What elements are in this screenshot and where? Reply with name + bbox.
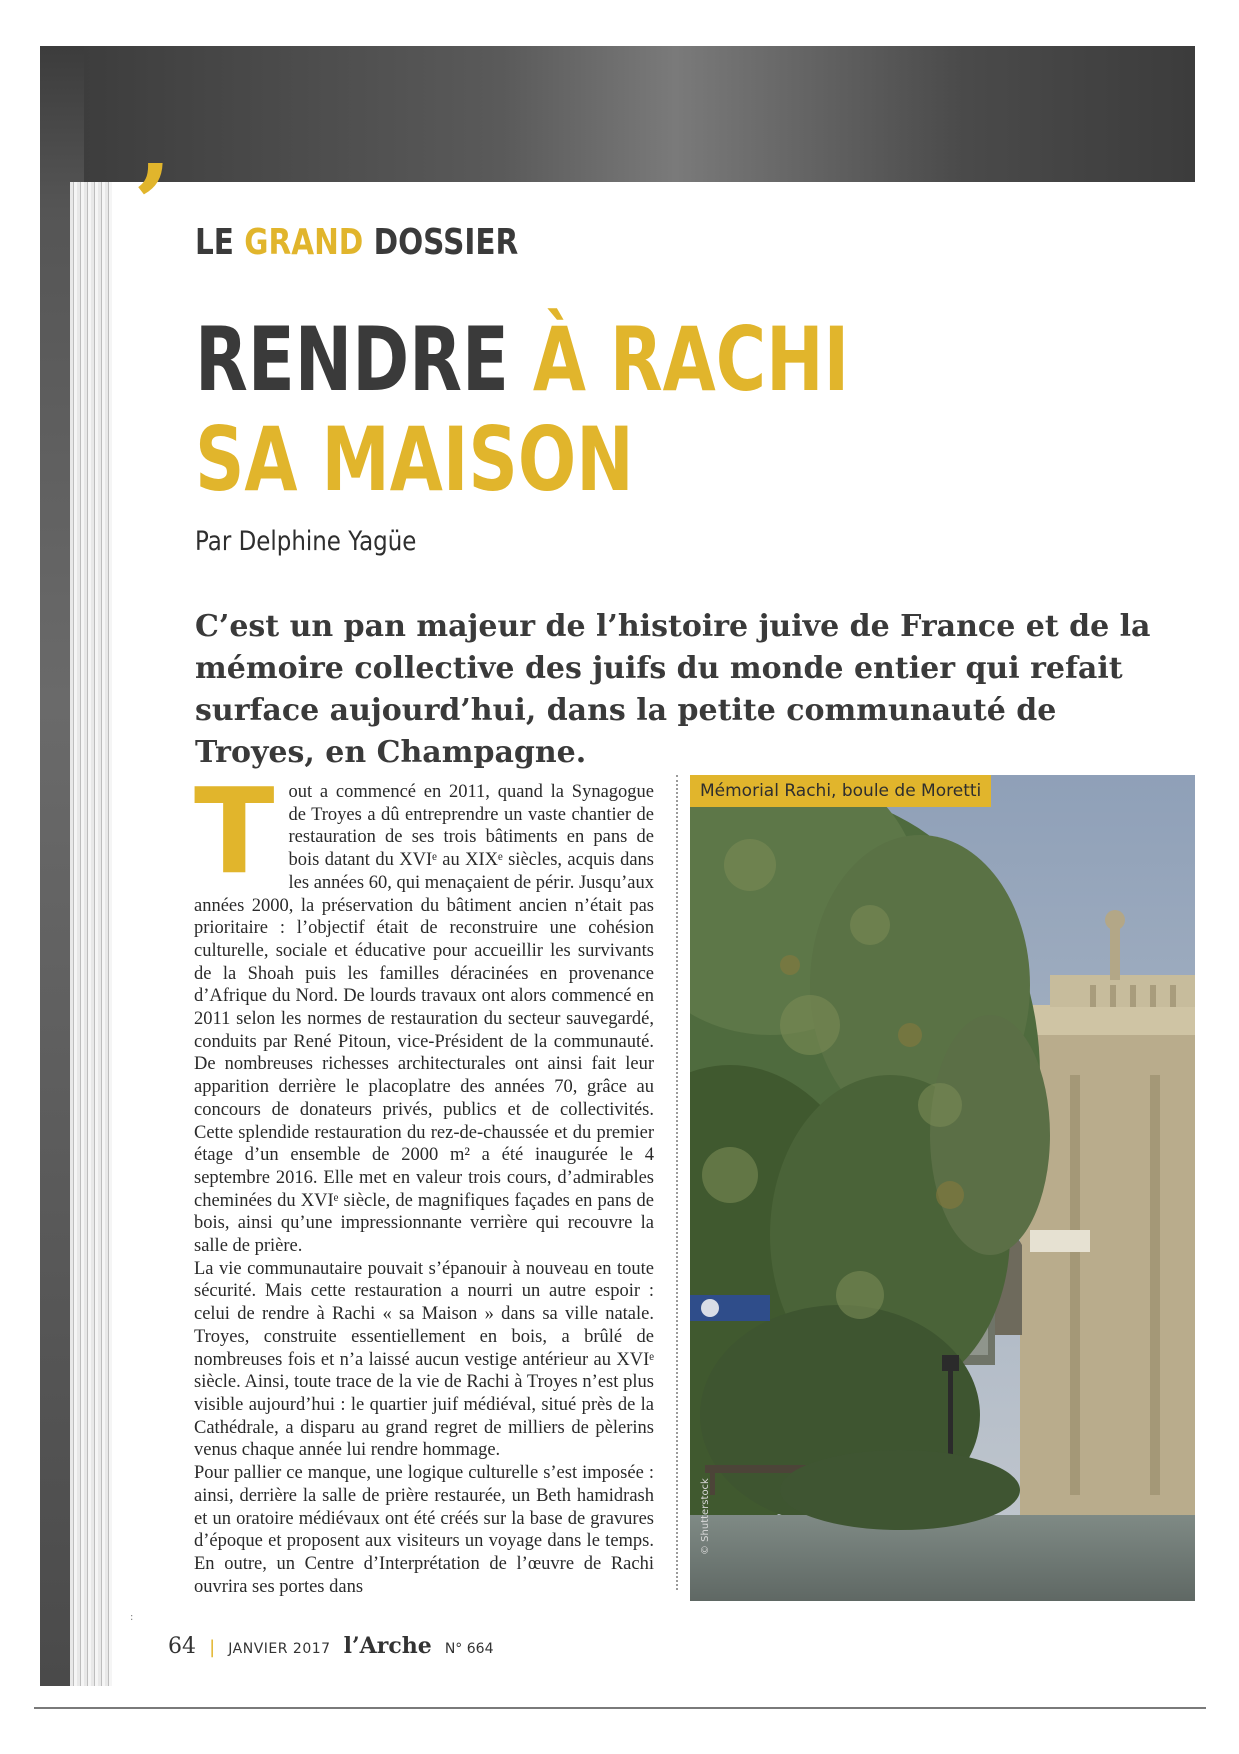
body-paragraph-2: La vie communautaire pouvait s’épanouir à nouveau en toute sécurité. Mais cette restauration a nourri un autre espoir : celui de rendre à Rachi « sa Maison » dans sa ville natale. Troyes, construite essentiellement en bois, a brûlé de nombreuses fois et n’a laissé aucun vestige antérieur au XVIᵉ siècle. Ainsi, toute trace de la vie de Rachi à Troyes n’est plus visible aujourd’hui : le quartier juif médiéval, situé près de la Cathédrale, a disparu au grand regret de milliers de pèlerins venus chaque année lui rendre hommage.	[194, 1258, 654, 1461]
body-paragraph-1: out a commencé en 2011, quand la Synagogue de Troyes a dû entreprendre un vaste chantier de restauration de ses trois bâtiments en pans de bois datant du XVIᵉ au XIXᵉ siècles, acquis dans les années 60, qui menaçaient de périr. Jusqu’aux années 2000, la préservation du bâtiment ancien n’était pas prioritaire : l’objectif était de reconstruire une cohésion culturelle, sociale et éducative pour accueillir les survivants de la Shoah puis les familles déracinées en provenance d’Afrique du Nord. De lourds travaux ont alors commencé en 2011 selon les normes de restauration du secteur sauvegardé, conduits par René Pitoun, vice-Président de la communauté. De nombreuses richesses architecturales ont ainsi fait leur apparition derrière le placoplatre des années 70, grâce au concours de donateurs privés, publics et de collectivités. Cette splendide restauration du rez-de-chaussée et du premier étage d’un ensemble de 2000 m² a été inaugurée le 4 septembre 2016. Elle met en valeur trois cours, d’admirables cheminées du XVIᵉ siècle, de magnifiques façades en pans de bois, ainsi qu’une impressionnante verrière qui recouvre la salle de prière.	[194, 782, 654, 1257]
headline-gold-part: À RACHI	[532, 308, 850, 411]
byline: Par Delphine Yagüe	[195, 526, 417, 557]
quote-mark-icon: ’	[133, 140, 172, 269]
photo-credit: © Shutterstock	[700, 1478, 711, 1555]
memorial-photo	[690, 775, 1195, 1601]
headline-line-2: SA MAISON	[195, 408, 634, 511]
page-number: 64	[168, 1634, 196, 1659]
kicker-prefix: LE	[195, 222, 234, 263]
column-divider	[676, 775, 678, 1590]
kicker-suffix: DOSSIER	[373, 222, 519, 263]
page-stack-edge	[70, 182, 116, 1686]
margin-mark: :	[130, 1612, 134, 1623]
issue-date: JANVIER 2017	[228, 1641, 331, 1657]
headline-dark-part: RENDRE	[195, 308, 509, 411]
scan-shadow-top	[40, 46, 1195, 184]
lead-paragraph: C’est un pan majeur de l’histoire juive de France et de la mémoire collective des juifs du monde entier qui refait surface aujourd’hui, dans la petite communauté de Troyes, en Champagne.	[195, 609, 1151, 770]
section-kicker	[195, 222, 518, 263]
drop-cap: T	[194, 762, 275, 900]
magazine-logo: l’Arche	[343, 1633, 432, 1659]
photo-caption: Mémorial Rachi, boule de Moretti	[690, 775, 991, 807]
bottom-rule	[34, 1707, 1206, 1709]
page-title	[195, 310, 849, 510]
footer-separator: |	[209, 1637, 216, 1658]
headline-line-1	[195, 310, 849, 410]
issue-number: N° 664	[444, 1641, 494, 1657]
body-paragraph-3: Pour pallier ce manque, une logique culturelle s’est imposée : ainsi, derrière la salle de prière restaurée, un Beth hamidrash et un oratoire médiévaux ont été créés sur la base de gravures d’époque et proposent aux visiteurs un voyage dans le temps. En outre, un Centre d’Interprétation de l’œuvre de Rachi ouvrira ses portes dans	[194, 1463, 654, 1597]
kicker-highlight: GRAND	[244, 222, 364, 263]
page-footer	[168, 1633, 493, 1659]
memorial-photo-illustration	[690, 775, 1195, 1601]
article-body	[194, 762, 654, 1598]
